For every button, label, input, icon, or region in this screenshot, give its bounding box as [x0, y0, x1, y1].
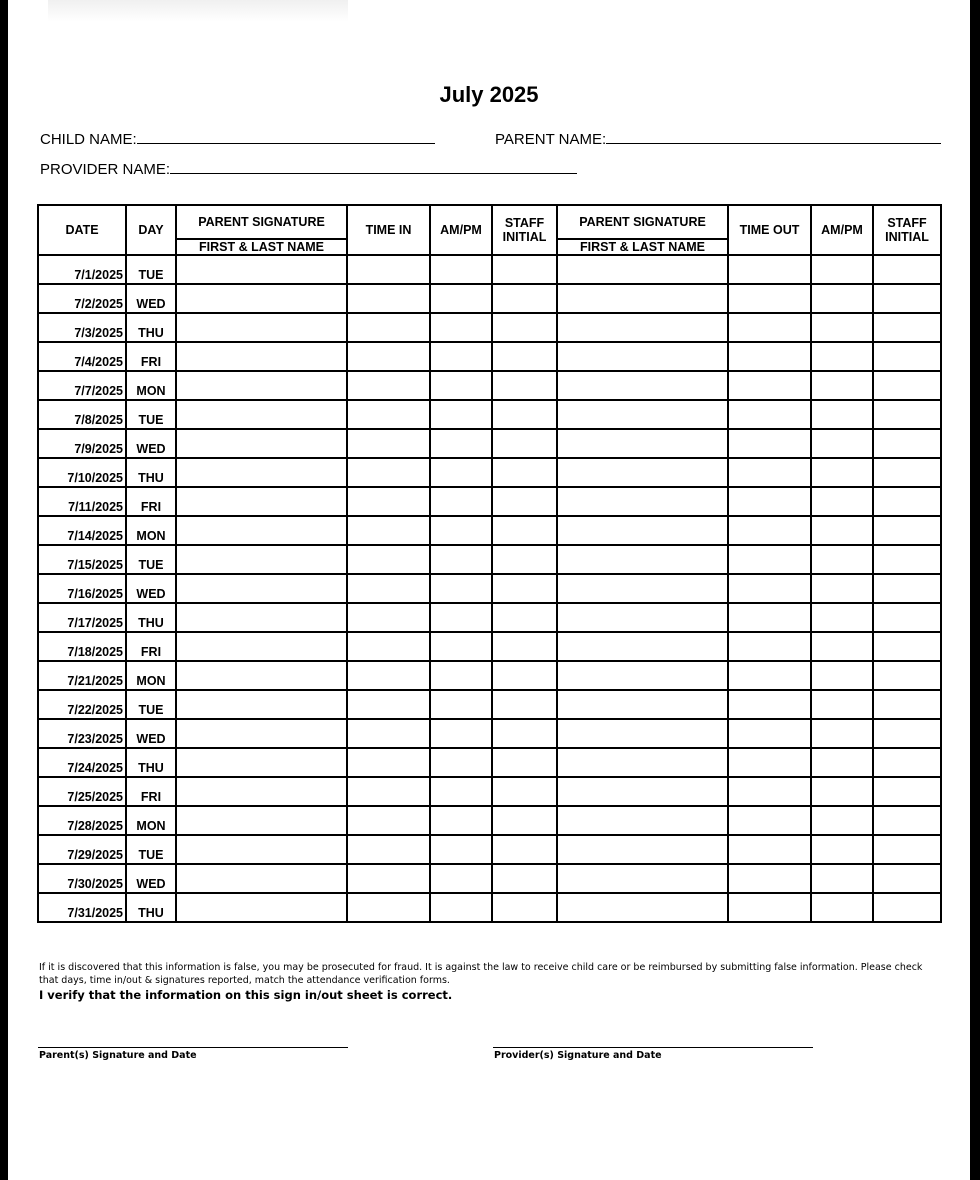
table-row: [38, 458, 941, 487]
sig-in-cell[interactable]: [176, 632, 347, 661]
child-name-label: CHILD NAME:: [40, 131, 137, 148]
time-out-cell[interactable]: [728, 545, 811, 574]
staff-initial-out-cell[interactable]: [873, 835, 941, 864]
ampm-out-cell[interactable]: [811, 487, 873, 516]
time-in-cell[interactable]: [347, 632, 430, 661]
staff-label: STAFF: [887, 216, 927, 230]
time-out-cell[interactable]: [728, 255, 811, 284]
sig-in-cell[interactable]: [176, 806, 347, 835]
staff-initial-out-cell[interactable]: [873, 603, 941, 632]
ampm-in-cell[interactable]: [430, 806, 492, 835]
date-cell: 7/11/2025: [38, 487, 126, 516]
sig-out-cell[interactable]: [557, 458, 728, 487]
time-out-cell[interactable]: [728, 719, 811, 748]
staff-initial-out-cell[interactable]: [873, 690, 941, 719]
sig-in-cell[interactable]: [176, 487, 347, 516]
ampm-in-cell[interactable]: [430, 400, 492, 429]
ampm-in-cell[interactable]: [430, 255, 492, 284]
sig-in-cell[interactable]: [176, 603, 347, 632]
day-cell: TUE: [126, 545, 176, 574]
date-cell: 7/7/2025: [38, 371, 126, 400]
day-cell: THU: [126, 313, 176, 342]
date-cell: 7/17/2025: [38, 603, 126, 632]
sig-in-cell[interactable]: [176, 777, 347, 806]
day-cell: FRI: [126, 632, 176, 661]
ampm-out-cell[interactable]: [811, 371, 873, 400]
ampm-out-cell[interactable]: [811, 777, 873, 806]
time-in-cell[interactable]: [347, 748, 430, 777]
parent-signature-label: Parent(s) Signature and Date: [39, 1050, 197, 1061]
time-in-cell[interactable]: [347, 487, 430, 516]
time-out-cell[interactable]: [728, 516, 811, 545]
date-cell: 7/10/2025: [38, 458, 126, 487]
sig-in-cell[interactable]: [176, 400, 347, 429]
day-cell: MON: [126, 806, 176, 835]
ampm-out-cell[interactable]: [811, 661, 873, 690]
day-cell: THU: [126, 748, 176, 777]
staff-initial-in-cell[interactable]: [492, 545, 557, 574]
ampm-in-cell[interactable]: [430, 574, 492, 603]
header-parent-signature-in: PARENT SIGNATURE: [176, 205, 347, 239]
sig-out-cell[interactable]: [557, 400, 728, 429]
sig-in-cell[interactable]: [176, 748, 347, 777]
provider-signature-label: Provider(s) Signature and Date: [494, 1050, 662, 1061]
staff-initial-out-cell[interactable]: [873, 284, 941, 313]
sig-in-cell[interactable]: [176, 545, 347, 574]
time-out-cell[interactable]: [728, 284, 811, 313]
staff-initial-in-cell[interactable]: [492, 400, 557, 429]
date-cell: 7/16/2025: [38, 574, 126, 603]
time-in-cell[interactable]: [347, 255, 430, 284]
ampm-in-cell[interactable]: [430, 835, 492, 864]
table-row: [38, 748, 941, 777]
time-out-cell[interactable]: [728, 429, 811, 458]
header-time-out: TIME OUT: [728, 205, 811, 255]
header-first-last-out: FIRST & LAST NAME: [557, 239, 728, 255]
staff-initial-out-cell[interactable]: [873, 719, 941, 748]
sig-out-cell[interactable]: [557, 864, 728, 893]
ampm-out-cell[interactable]: [811, 313, 873, 342]
ampm-out-cell[interactable]: [811, 864, 873, 893]
child-name-line[interactable]: [137, 129, 435, 144]
ampm-out-cell[interactable]: [811, 893, 873, 922]
staff-initial-in-cell[interactable]: [492, 806, 557, 835]
table-row: [38, 284, 941, 313]
date-cell: 7/18/2025: [38, 632, 126, 661]
staff-initial-in-cell[interactable]: [492, 342, 557, 371]
staff-initial-in-cell[interactable]: [492, 864, 557, 893]
ampm-in-cell[interactable]: [430, 690, 492, 719]
sig-in-cell[interactable]: [176, 835, 347, 864]
staff-initial-out-cell[interactable]: [873, 632, 941, 661]
attendance-table: [37, 204, 942, 923]
staff-initial-in-cell[interactable]: [492, 255, 557, 284]
sig-out-cell[interactable]: [557, 487, 728, 516]
header-parent-signature-out: PARENT SIGNATURE: [557, 205, 728, 239]
staff-initial-in-cell[interactable]: [492, 516, 557, 545]
time-in-cell[interactable]: [347, 313, 430, 342]
staff-initial-in-cell[interactable]: [492, 313, 557, 342]
day-cell: MON: [126, 661, 176, 690]
table-row: [38, 313, 941, 342]
day-cell: MON: [126, 516, 176, 545]
time-out-cell[interactable]: [728, 748, 811, 777]
day-cell: WED: [126, 574, 176, 603]
ampm-out-cell[interactable]: [811, 574, 873, 603]
child-name-field[interactable]: [40, 129, 435, 148]
time-in-cell[interactable]: [347, 400, 430, 429]
sig-in-cell[interactable]: [176, 690, 347, 719]
header-day: DAY: [126, 205, 176, 255]
day-cell: FRI: [126, 487, 176, 516]
table-row: [38, 835, 941, 864]
ampm-in-cell[interactable]: [430, 342, 492, 371]
date-cell: 7/23/2025: [38, 719, 126, 748]
day-cell: THU: [126, 458, 176, 487]
ampm-in-cell[interactable]: [430, 864, 492, 893]
parent-name-field[interactable]: [495, 129, 941, 148]
time-out-cell[interactable]: [728, 777, 811, 806]
ampm-in-cell[interactable]: [430, 284, 492, 313]
staff-initial-out-cell[interactable]: [873, 661, 941, 690]
table-row: [38, 429, 941, 458]
provider-name-line[interactable]: [170, 159, 577, 174]
time-in-cell[interactable]: [347, 777, 430, 806]
time-out-cell[interactable]: [728, 371, 811, 400]
staff-initial-out-cell[interactable]: [873, 429, 941, 458]
table-row: [38, 632, 941, 661]
ampm-in-cell[interactable]: [430, 487, 492, 516]
parent-name-label: PARENT NAME:: [495, 131, 607, 148]
sig-out-cell[interactable]: [557, 661, 728, 690]
time-in-cell[interactable]: [347, 719, 430, 748]
ampm-out-cell[interactable]: [811, 806, 873, 835]
time-out-cell[interactable]: [728, 864, 811, 893]
staff-initial-in-cell[interactable]: [492, 284, 557, 313]
sig-in-cell[interactable]: [176, 661, 347, 690]
staff-initial-in-cell[interactable]: [492, 632, 557, 661]
provider-name-field[interactable]: [40, 159, 577, 178]
staff-initial-out-cell[interactable]: [873, 458, 941, 487]
ampm-out-cell[interactable]: [811, 429, 873, 458]
ampm-out-cell[interactable]: [811, 835, 873, 864]
date-cell: 7/25/2025: [38, 777, 126, 806]
date-cell: 7/2/2025: [38, 284, 126, 313]
time-out-cell[interactable]: [728, 893, 811, 922]
table-row: [38, 342, 941, 371]
time-out-cell[interactable]: [728, 632, 811, 661]
parent-signature-line[interactable]: [38, 1047, 348, 1048]
date-cell: 7/14/2025: [38, 516, 126, 545]
fraud-disclaimer: If it is discovered that this information is false, you may be prosecuted for fraud. It is against the law to receive child care or be reimbursed by submitting false information. Please check that days, time in/out & signatures reported, match the attendance verification forms.: [39, 962, 923, 986]
time-in-cell[interactable]: [347, 864, 430, 893]
staff-initial-out-cell[interactable]: [873, 748, 941, 777]
attendance-sheet-page: [8, 0, 970, 1180]
time-in-cell[interactable]: [347, 516, 430, 545]
day-cell: FRI: [126, 342, 176, 371]
ampm-out-cell[interactable]: [811, 458, 873, 487]
day-cell: WED: [126, 284, 176, 313]
header-ampm-in: AM/PM: [430, 205, 492, 255]
time-in-cell[interactable]: [347, 342, 430, 371]
sig-out-cell[interactable]: [557, 777, 728, 806]
staff-initial-out-cell[interactable]: [873, 864, 941, 893]
table-row: [38, 545, 941, 574]
sig-out-cell[interactable]: [557, 835, 728, 864]
time-in-cell[interactable]: [347, 429, 430, 458]
sig-in-cell[interactable]: [176, 255, 347, 284]
time-in-cell[interactable]: [347, 574, 430, 603]
ampm-out-cell[interactable]: [811, 342, 873, 371]
staff-initial-in-cell[interactable]: [492, 661, 557, 690]
sig-out-cell[interactable]: [557, 255, 728, 284]
ampm-out-cell[interactable]: [811, 284, 873, 313]
ampm-in-cell[interactable]: [430, 458, 492, 487]
date-cell: 7/15/2025: [38, 545, 126, 574]
sig-out-cell[interactable]: [557, 429, 728, 458]
time-out-cell[interactable]: [728, 487, 811, 516]
day-cell: FRI: [126, 777, 176, 806]
time-out-cell[interactable]: [728, 342, 811, 371]
header-staff-initial-in: [492, 205, 557, 255]
time-in-cell[interactable]: [347, 371, 430, 400]
sig-out-cell[interactable]: [557, 284, 728, 313]
ampm-in-cell[interactable]: [430, 313, 492, 342]
time-out-cell[interactable]: [728, 458, 811, 487]
time-out-cell[interactable]: [728, 690, 811, 719]
day-cell: WED: [126, 429, 176, 458]
time-in-cell[interactable]: [347, 284, 430, 313]
table-row: [38, 400, 941, 429]
date-cell: 7/21/2025: [38, 661, 126, 690]
date-cell: 7/9/2025: [38, 429, 126, 458]
time-in-cell[interactable]: [347, 545, 430, 574]
ampm-out-cell[interactable]: [811, 255, 873, 284]
staff-initial-out-cell[interactable]: [873, 545, 941, 574]
time-out-cell[interactable]: [728, 661, 811, 690]
ampm-out-cell[interactable]: [811, 690, 873, 719]
sig-out-cell[interactable]: [557, 574, 728, 603]
time-in-cell[interactable]: [347, 806, 430, 835]
staff-initial-out-cell[interactable]: [873, 516, 941, 545]
staff-initial-in-cell[interactable]: [492, 487, 557, 516]
staff-initial-in-cell[interactable]: [492, 603, 557, 632]
ampm-in-cell[interactable]: [430, 371, 492, 400]
ampm-out-cell[interactable]: [811, 516, 873, 545]
time-out-cell[interactable]: [728, 603, 811, 632]
staff-initial-out-cell[interactable]: [873, 255, 941, 284]
scan-smudge: [48, 0, 348, 22]
sig-in-cell[interactable]: [176, 458, 347, 487]
ampm-out-cell[interactable]: [811, 545, 873, 574]
provider-signature-line[interactable]: [493, 1047, 813, 1048]
staff-initial-in-cell[interactable]: [492, 574, 557, 603]
ampm-out-cell[interactable]: [811, 603, 873, 632]
sig-in-cell[interactable]: [176, 893, 347, 922]
table-row: [38, 516, 941, 545]
day-cell: WED: [126, 864, 176, 893]
time-in-cell[interactable]: [347, 690, 430, 719]
initial-label: INITIAL: [502, 230, 547, 244]
sig-in-cell[interactable]: [176, 719, 347, 748]
table-row: [38, 371, 941, 400]
day-cell: TUE: [126, 255, 176, 284]
sig-out-cell[interactable]: [557, 371, 728, 400]
sig-in-cell[interactable]: [176, 284, 347, 313]
day-cell: TUE: [126, 835, 176, 864]
staff-initial-in-cell[interactable]: [492, 429, 557, 458]
sig-in-cell[interactable]: [176, 516, 347, 545]
sig-out-cell[interactable]: [557, 603, 728, 632]
staff-initial-in-cell[interactable]: [492, 777, 557, 806]
staff-initial-out-cell[interactable]: [873, 487, 941, 516]
sig-in-cell[interactable]: [176, 371, 347, 400]
time-out-cell[interactable]: [728, 574, 811, 603]
day-cell: MON: [126, 371, 176, 400]
time-out-cell[interactable]: [728, 313, 811, 342]
provider-name-label: PROVIDER NAME:: [40, 161, 171, 178]
staff-initial-out-cell[interactable]: [873, 313, 941, 342]
date-cell: 7/30/2025: [38, 864, 126, 893]
table-row: [38, 487, 941, 516]
date-cell: 7/3/2025: [38, 313, 126, 342]
verification-statement: I verify that the information on this sign in/out sheet is correct.: [39, 988, 453, 1002]
table-row: [38, 255, 941, 284]
sig-in-cell[interactable]: [176, 574, 347, 603]
staff-initial-in-cell[interactable]: [492, 458, 557, 487]
sig-out-cell[interactable]: [557, 342, 728, 371]
time-in-cell[interactable]: [347, 661, 430, 690]
ampm-out-cell[interactable]: [811, 719, 873, 748]
table-row: [38, 719, 941, 748]
ampm-out-cell[interactable]: [811, 748, 873, 777]
table-row: [38, 864, 941, 893]
page-title: July 2025: [439, 82, 539, 107]
table-row: [38, 690, 941, 719]
ampm-in-cell[interactable]: [430, 661, 492, 690]
day-cell: WED: [126, 719, 176, 748]
day-cell: THU: [126, 893, 176, 922]
staff-initial-out-cell[interactable]: [873, 342, 941, 371]
time-in-cell[interactable]: [347, 603, 430, 632]
sig-out-cell[interactable]: [557, 516, 728, 545]
ampm-in-cell[interactable]: [430, 893, 492, 922]
header-ampm-out: AM/PM: [811, 205, 873, 255]
date-cell: 7/22/2025: [38, 690, 126, 719]
day-cell: THU: [126, 603, 176, 632]
staff-initial-in-cell[interactable]: [492, 371, 557, 400]
ampm-in-cell[interactable]: [430, 516, 492, 545]
header-first-last-in: FIRST & LAST NAME: [176, 239, 347, 255]
sig-out-cell[interactable]: [557, 313, 728, 342]
date-cell: 7/1/2025: [38, 255, 126, 284]
staff-initial-in-cell[interactable]: [492, 719, 557, 748]
staff-label: STAFF: [504, 216, 545, 230]
time-out-cell[interactable]: [728, 400, 811, 429]
ampm-in-cell[interactable]: [430, 632, 492, 661]
staff-initial-out-cell[interactable]: [873, 806, 941, 835]
time-in-cell[interactable]: [347, 835, 430, 864]
staff-initial-in-cell[interactable]: [492, 748, 557, 777]
date-cell: 7/24/2025: [38, 748, 126, 777]
ampm-in-cell[interactable]: [430, 748, 492, 777]
time-in-cell[interactable]: [347, 893, 430, 922]
parent-name-line[interactable]: [606, 129, 941, 144]
ampm-in-cell[interactable]: [430, 777, 492, 806]
ampm-in-cell[interactable]: [430, 603, 492, 632]
date-cell: 7/29/2025: [38, 835, 126, 864]
date-cell: 7/4/2025: [38, 342, 126, 371]
staff-initial-in-cell[interactable]: [492, 690, 557, 719]
day-cell: TUE: [126, 400, 176, 429]
table-row: [38, 893, 941, 922]
sig-out-cell[interactable]: [557, 748, 728, 777]
sig-out-cell[interactable]: [557, 545, 728, 574]
ampm-in-cell[interactable]: [430, 719, 492, 748]
sig-out-cell[interactable]: [557, 893, 728, 922]
day-cell: TUE: [126, 690, 176, 719]
staff-initial-out-cell[interactable]: [873, 777, 941, 806]
staff-initial-out-cell[interactable]: [873, 574, 941, 603]
time-in-cell[interactable]: [347, 458, 430, 487]
staff-initial-in-cell[interactable]: [492, 835, 557, 864]
ampm-out-cell[interactable]: [811, 400, 873, 429]
sig-in-cell[interactable]: [176, 342, 347, 371]
date-cell: 7/28/2025: [38, 806, 126, 835]
date-cell: 7/8/2025: [38, 400, 126, 429]
ampm-out-cell[interactable]: [811, 632, 873, 661]
sig-in-cell[interactable]: [176, 313, 347, 342]
table-row: [38, 661, 941, 690]
sig-out-cell[interactable]: [557, 719, 728, 748]
date-cell: 7/31/2025: [38, 893, 126, 922]
sig-out-cell[interactable]: [557, 690, 728, 719]
staff-initial-out-cell[interactable]: [873, 893, 941, 922]
sig-out-cell[interactable]: [557, 806, 728, 835]
table-row: [38, 603, 941, 632]
initial-label: INITIAL: [885, 230, 929, 244]
time-out-cell[interactable]: [728, 806, 811, 835]
sig-out-cell[interactable]: [557, 632, 728, 661]
table-row: [38, 806, 941, 835]
table-header-row: [38, 205, 941, 239]
time-out-cell[interactable]: [728, 835, 811, 864]
staff-initial-out-cell[interactable]: [873, 400, 941, 429]
staff-initial-out-cell[interactable]: [873, 371, 941, 400]
table-row: [38, 574, 941, 603]
ampm-in-cell[interactable]: [430, 545, 492, 574]
staff-initial-in-cell[interactable]: [492, 893, 557, 922]
header-staff-initial-out: [873, 205, 941, 255]
table-row: [38, 777, 941, 806]
sig-in-cell[interactable]: [176, 864, 347, 893]
header-time-in: TIME IN: [347, 205, 430, 255]
sig-in-cell[interactable]: [176, 429, 347, 458]
ampm-in-cell[interactable]: [430, 429, 492, 458]
header-date: DATE: [38, 205, 126, 255]
